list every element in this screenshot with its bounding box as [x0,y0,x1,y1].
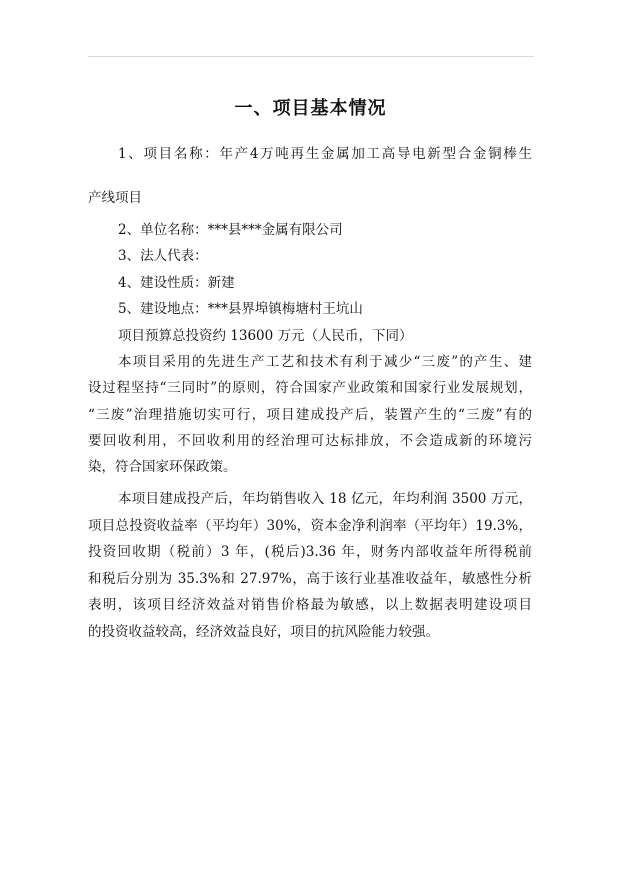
paragraph2-line: 本项目建成投产后，年均销售收入 18 亿元，年均利润 3500 万元， [118,491,532,507]
item-construction-location: 5、建设地点：***县界埠镇梅塘村王坑山 [118,301,363,317]
paragraph1-line: 本项目采用的先进生产工艺和技术有利于减少“三废”的产生、建 [118,354,532,370]
paragraph2-line: 的投资收益较高，经济效益良好，项目的抗风险能力较强。 [88,624,439,640]
item-project-name-line1: 1、项目名称：年产4万吨再生金属加工高导电新型合金铜棒生 [118,146,532,162]
section-title: 一、项目基本情况 [234,98,387,119]
paragraph1-line: 设过程坚持“三同时”的原则，符合国家产业政策和国家行业发展规划， [88,380,532,396]
paragraph2-line: 和税后分别为 35.3%和 27.97%，高于该行业基准收益年，敏感性分析 [88,571,532,587]
item-construction-nature: 4、建设性质：新建 [118,275,235,291]
paragraph2-line: 项目总投资收益率（平均年）30%，资本金净利润率（平均年）19.3%， [88,518,532,534]
item-investment: 项目预算总投资约 13600 万元（人民币，下同） [118,328,413,344]
item-legal-representative: 3、法人代表： [118,248,208,264]
paragraph1-line: 染，符合国家环保政策。 [88,459,237,475]
paragraph2-line: 表明，该项目经济效益对销售价格最为敏感，以上数据表明建设项目 [88,597,532,613]
item-project-name-line2: 产线项目 [88,190,142,206]
paragraph1-line: “三废”治理措施切实可行，项目建成投产后，装置产生的“三废”有的 [88,407,532,423]
header-rule [88,56,534,57]
paragraph1-line: 要回收利用，不回收利用的经治理可达标排放，不会造成新的环境污 [88,433,532,449]
item-company-name: 2、单位名称：***县***金属有限公司 [118,222,343,238]
paragraph2-line: 投资回收期（税前）3 年，(税后)3.36 年，财务内部收益年所得税前 [88,544,532,560]
